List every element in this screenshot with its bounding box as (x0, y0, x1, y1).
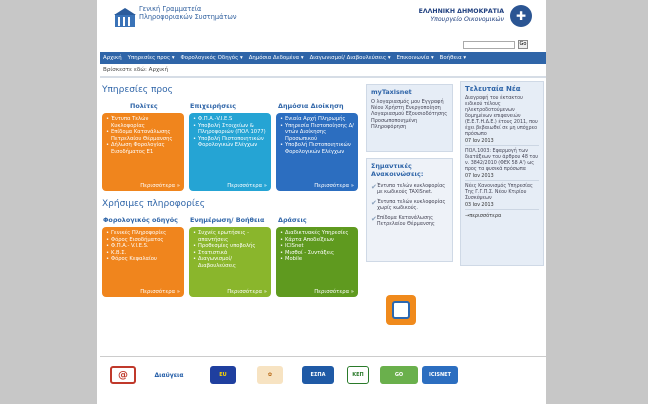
latest-news-panel (460, 81, 544, 266)
public-title[interactable]: Δημόσια Διοίκηση (278, 102, 344, 110)
check-icon: ✔ (371, 199, 377, 207)
announcement-item[interactable] (371, 199, 452, 211)
news-item[interactable]: ΠΟΛ.1003: Εφαρμογή των διατάξεων του άρθρου 48 του ν. 3842/2010 (ΦΕΚ 58 Α') ως προς τα φυσικά πρόσωπα (465, 149, 539, 172)
news-date: 07 Ιαν 2013 (465, 139, 539, 146)
news-title: Τελευταία Νέα (465, 85, 521, 93)
main-navigation (100, 52, 546, 64)
announcement-item[interactable] (371, 183, 452, 195)
mytaxisnet-title[interactable]: myTaxisnet (371, 88, 412, 96)
footer-logo-at[interactable]: @ (110, 366, 136, 384)
footer-logo-icisnet[interactable]: ICISNET (422, 366, 458, 384)
public-link[interactable]: • Υποβολή Πιστοποιητικών Φορολογικών Ελέγχων (279, 142, 355, 155)
business-title[interactable]: Επιχειρήσεις (190, 102, 237, 110)
business-more-link[interactable]: Περισσότερα » (227, 183, 267, 189)
news-more-link[interactable]: →περισσότερα (465, 213, 502, 219)
updates-link[interactable]: • Συχνές ερωτήσεις - απαντήσεις (192, 230, 268, 243)
search-button[interactable]: Go (519, 41, 527, 47)
logo-line2: Πληροφοριακών Συστημάτων (139, 13, 237, 21)
tax-guide-more-link[interactable]: Περισσότερα » (140, 289, 180, 295)
citizens-box (102, 113, 184, 191)
mytaxisnet-panel (366, 84, 453, 152)
header (97, 0, 546, 40)
actions-link[interactable]: • Mobile (279, 256, 355, 263)
nav-tax-guide[interactable]: Φορολογικός Οδηγός ▾ (180, 55, 243, 61)
public-more-link[interactable]: Περισσότερα » (314, 183, 354, 189)
actions-link[interactable]: • ICISnet (279, 243, 355, 250)
nav-contact[interactable]: Επικοινωνία ▾ (396, 55, 434, 61)
tax-guide-link[interactable]: • Φ.Π.Α.- V.I.E.S. (105, 243, 181, 250)
public-box (276, 113, 358, 191)
government-title (419, 8, 504, 24)
footer-logo-diavgeia[interactable]: Διαύγεια (154, 371, 184, 379)
announcement-text[interactable]: Έντυπα τελών κυκλοφορίας με κωδικούς TAXISnet. (376, 183, 446, 195)
footer-divider (100, 356, 546, 357)
citizens-link[interactable]: • Δήλωση Φορολογίας Εισοδήματος Ε1 (105, 142, 181, 155)
tax-guide-link[interactable]: • Γενικές Πληροφορίες (105, 230, 181, 237)
updates-box (189, 227, 271, 297)
info-heading: Χρήσιμες πληροφορίες (102, 199, 206, 209)
tax-guide-link[interactable]: • Φόρος Εισοδήματος (105, 237, 181, 244)
nav-tenders[interactable]: Διαγωνισμοί/ Διαβουλεύσεις ▾ (309, 55, 391, 61)
footer-logo-seal-icon[interactable]: ✿ (257, 366, 283, 384)
updates-title[interactable]: Ενημέρωση/ Βοήθεια (190, 216, 265, 224)
nav-help[interactable]: Βοήθεια ▾ (439, 55, 467, 61)
search-input[interactable] (463, 41, 515, 49)
updates-link[interactable]: • Διαγωνισμοί/ Διαβουλεύσεις (192, 256, 268, 269)
business-box (189, 113, 271, 191)
announcement-text[interactable]: Έντυπα τελών κυκλοφορίας χωρίς κωδικούς. (377, 199, 446, 211)
mytaxisnet-links[interactable]: Ο λογαριασμός μου Εγγραφή Νέου Χρήστη Ενεργοποίηση Λογαριασμού Εξουσιοδότησης Προσωποποιημένη Πληροφόρηση (371, 99, 448, 130)
tax-guide-box (102, 227, 184, 297)
tax-guide-link[interactable]: • Φόρος Κεφαλαίου (105, 256, 181, 263)
public-link[interactable]: • Ενιαία Αρχή Πληρωμής (279, 116, 355, 123)
footer-logo-kep[interactable]: ΚΕΠ (347, 366, 369, 384)
citizens-title[interactable]: Πολίτες (130, 102, 158, 110)
business-link[interactable]: • Φ.Π.Α.-V.I.E.S (192, 116, 268, 123)
site-logo-text[interactable] (139, 5, 237, 21)
business-link[interactable]: • Υποβολή Πιστοποιητικών Φορολογικών Ελέγχων (192, 136, 268, 149)
announcement-text[interactable]: Επίδομα Κατανάλωσης Πετρελαίου Θέρμανσης (376, 215, 435, 227)
updates-more-link[interactable]: Περισσότερα » (227, 289, 267, 295)
tax-guide-title[interactable]: Φορολογικός οδηγός (103, 216, 178, 224)
actions-link[interactable]: • Κάρτα Αποδείξεων (279, 237, 355, 244)
mobile-app-badge[interactable] (386, 295, 416, 325)
business-link[interactable]: • Υποβολή Στοιχείων & Πληροφοριών (ΠΟΛ 1077) (192, 123, 268, 136)
news-item[interactable]: Διαγραφή του έκτακτου ειδικού τέλους ηλεκτροδοτούμενων δομημένων επιφανειών (Ε.Ε.Τ.Η.Δ.Ε.) έτους 2011, που έχει βεβαιωθεί σε μη υπόχρεο πρόσωπο (465, 96, 538, 137)
check-icon: ✔ (371, 215, 377, 223)
actions-link[interactable]: • Διαδικτυακές Υπηρεσίες (279, 230, 355, 237)
logo-line1: Γενική Γραμματεία (139, 5, 202, 13)
footer-logo-espa[interactable]: ΕΣΠΑ (302, 366, 334, 384)
updates-link[interactable]: • Προθεσμίες υποβολής (192, 243, 268, 250)
updates-link[interactable]: • Στατιστικά (192, 250, 268, 257)
announcement-item[interactable] (371, 215, 452, 227)
citizens-link[interactable]: • Επίδομα Κατανάλωσης Πετρελαίου Θέρμανσης (105, 129, 181, 142)
greek-emblem-icon: ✚ (510, 5, 532, 27)
gsis-logo-icon[interactable] (114, 8, 136, 28)
check-icon: ✔ (371, 183, 377, 191)
services-heading: Υπηρεσίες προς (102, 85, 173, 95)
nav-public-data[interactable]: Δημόσια Δεδομένα ▾ (248, 55, 304, 61)
public-link[interactable]: • Υπηρεσία Πιστοποίησης Δ/ντών Διοίκησης Προσωπικού (279, 123, 355, 143)
actions-link[interactable]: • Μισθοί - Συντάξεις (279, 250, 355, 257)
announcements-panel (366, 158, 453, 262)
footer-logo-go[interactable]: GO (380, 366, 418, 384)
citizens-link[interactable]: • Έντυπα Τελών Κυκλοφορίας (105, 116, 181, 129)
news-date: 07 Ιαν 2013 (465, 174, 539, 181)
news-date: 03 Ιαν 2013 (465, 203, 539, 210)
gov-line2: Υπουργείο Οικονομικών (430, 16, 504, 23)
divider (100, 76, 546, 78)
actions-title[interactable]: Δράσεις (278, 216, 307, 224)
footer-logo-eu[interactable]: EU (210, 366, 236, 384)
breadcrumb: Βρίσκεστε εδώ: Αρχική (103, 67, 168, 73)
announcements-title: Σημαντικές Ανακοινώσεις: (371, 162, 424, 178)
page (97, 0, 546, 404)
phone-icon (392, 301, 410, 319)
nav-home[interactable]: Αρχική (103, 55, 122, 61)
nav-services[interactable]: Υπηρεσίες προς ▾ (127, 55, 175, 61)
actions-more-link[interactable]: Περισσότερα » (314, 289, 354, 295)
gov-line1: ΕΛΛΗΝΙΚΗ ΔΗΜΟΚΡΑΤΙΑ (418, 8, 504, 15)
actions-box (276, 227, 358, 297)
tax-guide-link[interactable]: • Κ.Β.Σ. (105, 250, 181, 257)
news-item[interactable]: Νέες Κανονισμός Υπηρεσίας Της Γ.Γ.Π.Σ. Νέου Κτιρίου Συσκέψεων (465, 184, 533, 201)
citizens-more-link[interactable]: Περισσότερα » (140, 183, 180, 189)
